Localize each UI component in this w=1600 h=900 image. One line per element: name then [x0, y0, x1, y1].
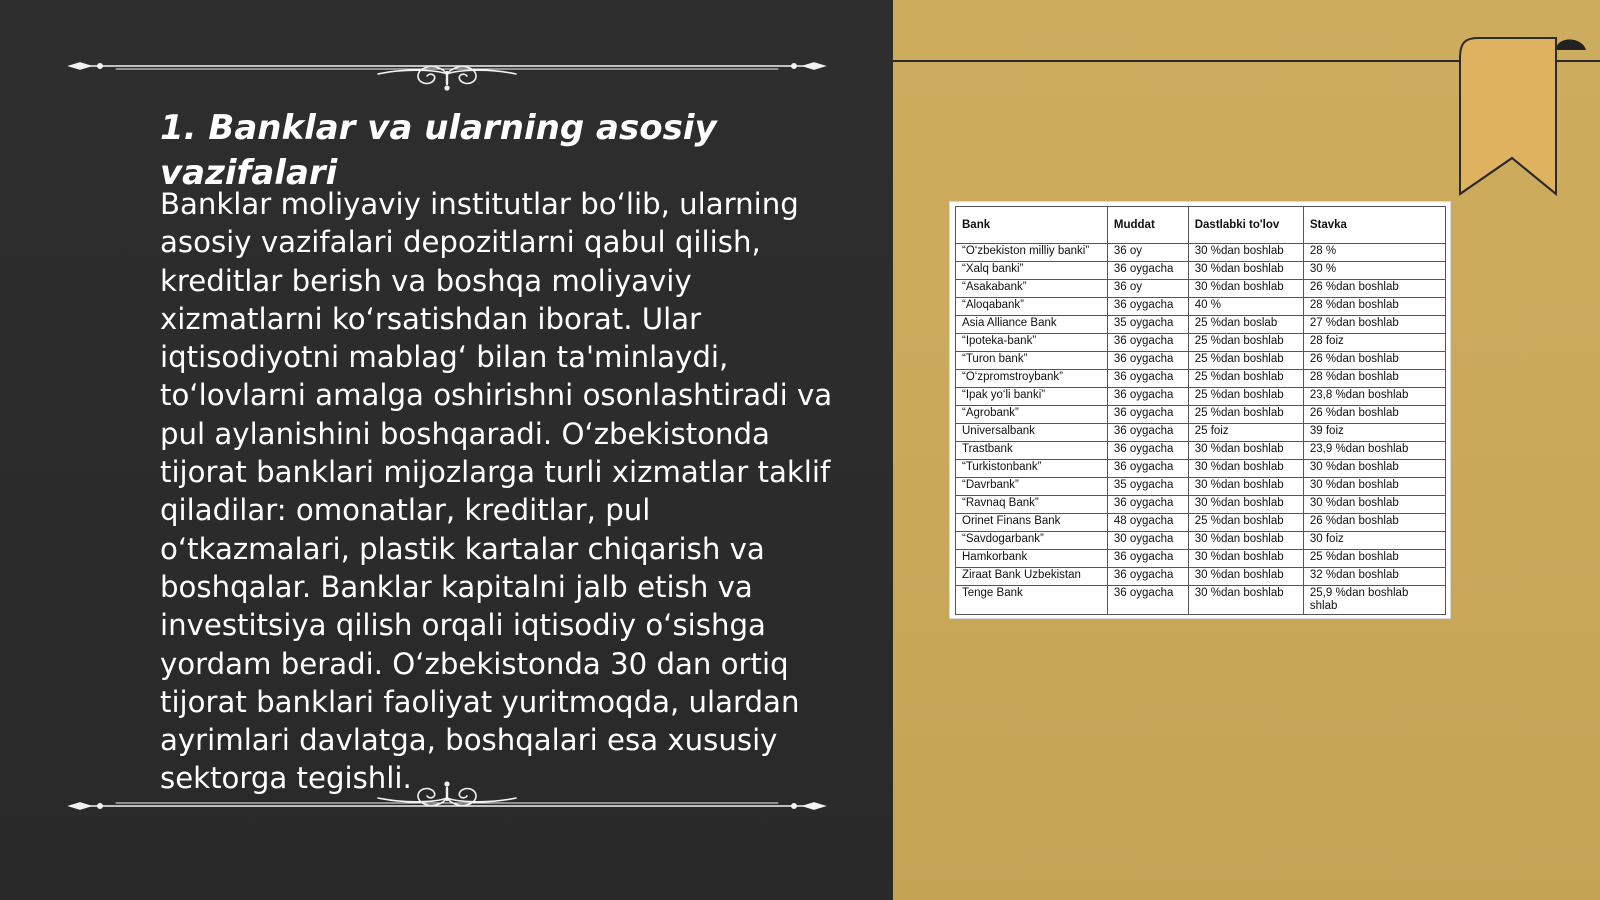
bank-cell: “O‘zbekiston milliy banki” — [956, 244, 1108, 262]
rate-cell: 30 % — [1303, 262, 1445, 280]
down-payment-cell: 30 %dan boshlab — [1188, 280, 1303, 298]
table-row — [956, 550, 1446, 568]
bank-cell: “O‘zpromstroybank” — [956, 370, 1108, 388]
down-payment-cell: 30 %dan boshlab — [1188, 262, 1303, 280]
down-payment-cell: 25 %dan boshlab — [1188, 388, 1303, 406]
bank-cell: Ziraat Bank Uzbekistan — [956, 568, 1108, 586]
bank-cell: “Ipoteka-bank” — [956, 334, 1108, 352]
rate-cell: 26 %dan boshlab — [1303, 514, 1445, 532]
down-payment-cell: 25 %dan boshlab — [1188, 370, 1303, 388]
term-cell: 35 oygacha — [1107, 478, 1188, 496]
table-row — [956, 298, 1446, 316]
rate-cell: 26 %dan boshlab — [1303, 280, 1445, 298]
ornamental-divider-bottom-icon — [66, 776, 828, 826]
rate-cell: 23,8 %dan boshlab — [1303, 388, 1445, 406]
bank-cell: “Agrobank” — [956, 406, 1108, 424]
loan-rates-table-card — [950, 202, 1450, 618]
column-header-rate: Stavka — [1303, 207, 1445, 244]
rate-cell: 25,9 %dan boshlab shlab — [1303, 586, 1445, 615]
term-cell: 35 oygacha — [1107, 316, 1188, 334]
rate-cell: 32 %dan boshlab — [1303, 568, 1445, 586]
term-cell: 36 oygacha — [1107, 334, 1188, 352]
table-row — [956, 352, 1446, 370]
bank-cell: “Xalq banki” — [956, 262, 1108, 280]
rate-cell: 39 foiz — [1303, 424, 1445, 442]
down-payment-cell: 25 %dan boshlab — [1188, 406, 1303, 424]
table-row — [956, 334, 1446, 352]
table-row — [956, 370, 1446, 388]
bank-cell: Tenge Bank — [956, 586, 1108, 615]
term-cell: 36 oygacha — [1107, 442, 1188, 460]
slide-title: 1. Banklar va ularning asosiy vazifalari — [160, 108, 717, 193]
rate-cell: 26 %dan boshlab — [1303, 352, 1445, 370]
table-row — [956, 244, 1446, 262]
table-row — [956, 514, 1446, 532]
term-cell: 36 oygacha — [1107, 568, 1188, 586]
term-cell: 36 oygacha — [1107, 496, 1188, 514]
table-row — [956, 442, 1446, 460]
bank-cell: “Ipak yo‘li banki” — [956, 388, 1108, 406]
table-row — [956, 388, 1446, 406]
bank-cell: Trastbank — [956, 442, 1108, 460]
term-cell: 48 oygacha — [1107, 514, 1188, 532]
down-payment-cell: 25 %dan boslab — [1188, 316, 1303, 334]
rate-cell: 28 % — [1303, 244, 1445, 262]
loan-rates-table — [955, 206, 1446, 615]
down-payment-cell: 40 % — [1188, 298, 1303, 316]
rate-cell: 25 %dan boshlab — [1303, 550, 1445, 568]
rate-cell: 28 foiz — [1303, 334, 1445, 352]
down-payment-cell: 30 %dan boshlab — [1188, 586, 1303, 615]
term-cell: 36 oygacha — [1107, 550, 1188, 568]
bank-cell: “Davrbank” — [956, 478, 1108, 496]
rate-cell: 28 %dan boshlab — [1303, 370, 1445, 388]
table-row — [956, 316, 1446, 334]
term-cell: 36 oygacha — [1107, 460, 1188, 478]
down-payment-cell: 30 %dan boshlab — [1188, 442, 1303, 460]
down-payment-cell: 30 %dan boshlab — [1188, 568, 1303, 586]
bank-cell: “Savdogarbank” — [956, 532, 1108, 550]
column-header-down-payment: Dastlabki to'lov — [1188, 207, 1303, 244]
down-payment-cell: 30 %dan boshlab — [1188, 532, 1303, 550]
down-payment-cell: 30 %dan boshlab — [1188, 460, 1303, 478]
down-payment-cell: 30 %dan boshlab — [1188, 496, 1303, 514]
table-row — [956, 424, 1446, 442]
rate-cell: 27 %dan boshlab — [1303, 316, 1445, 334]
down-payment-cell: 25 %dan boshlab — [1188, 514, 1303, 532]
table-row — [956, 262, 1446, 280]
ornamental-divider-top-icon — [66, 44, 828, 94]
down-payment-cell: 25 %dan boshlab — [1188, 334, 1303, 352]
rate-cell: 30 %dan boshlab — [1303, 460, 1445, 478]
bank-cell: “Turon bank” — [956, 352, 1108, 370]
table-row — [956, 478, 1446, 496]
table-row — [956, 586, 1446, 615]
term-cell: 36 oy — [1107, 244, 1188, 262]
column-header-bank: Bank — [956, 207, 1108, 244]
term-cell: 36 oygacha — [1107, 262, 1188, 280]
column-header-term: Muddat — [1107, 207, 1188, 244]
down-payment-cell: 30 %dan boshlab — [1188, 244, 1303, 262]
rate-cell: 26 %dan boshlab — [1303, 406, 1445, 424]
table-row — [956, 568, 1446, 586]
down-payment-cell: 25 foiz — [1188, 424, 1303, 442]
bookmark-ribbon-icon — [1432, 34, 1600, 204]
bank-cell: “Turkistonbank” — [956, 460, 1108, 478]
term-cell: 36 oygacha — [1107, 388, 1188, 406]
slide-body-text: Banklar moliyaviy institutlar bo‘lib, ularning asosiy vazifalari depozitlarni qabul qilish, kreditlar berish va boshqa moliyaviy xizmatlarni ko‘rsatishdan iborat. Ular iqtisodiyotni mablag‘ bilan ta'minlaydi, to‘lovlarni amalga oshirishni osonlashtiradi va pul aylanishini boshqaradi. O‘zbekistonda tijorat banklari mijozlarga turli xizmatlar taklif qiladilar: omonatlar, kreditlar, pul o‘tkazmalari, plastik kartalar chiqarish va boshqalar. Banklar kapitalni jalb etish va investitsiya qilish orqali iqtisodiy o‘sishga yordam beradi. O‘zbekistonda 30 dan ortiq tijorat banklari faoliyat yuritmoqda, ulardan ayrimlari davlatga, boshqalari esa xususiy sektorga tegishli. — [160, 187, 833, 796]
table-row — [956, 460, 1446, 478]
table-row — [956, 532, 1446, 550]
table-row — [956, 496, 1446, 514]
table-row — [956, 280, 1446, 298]
bank-cell: “Aloqabank” — [956, 298, 1108, 316]
term-cell: 30 oygacha — [1107, 532, 1188, 550]
bank-cell: Hamkorbank — [956, 550, 1108, 568]
term-cell: 36 oygacha — [1107, 352, 1188, 370]
rate-cell: 30 %dan boshlab — [1303, 478, 1445, 496]
bank-cell: “Asakabank” — [956, 280, 1108, 298]
rate-cell: 28 %dan boshlab — [1303, 298, 1445, 316]
term-cell: 36 oy — [1107, 280, 1188, 298]
table-header-row — [956, 207, 1446, 244]
bank-cell: “Ravnaq Bank” — [956, 496, 1108, 514]
bank-cell: Universalbank — [956, 424, 1108, 442]
down-payment-cell: 30 %dan boshlab — [1188, 550, 1303, 568]
term-cell: 36 oygacha — [1107, 586, 1188, 615]
table-body — [956, 244, 1446, 615]
term-cell: 36 oygacha — [1107, 424, 1188, 442]
rate-cell: 30 foiz — [1303, 532, 1445, 550]
term-cell: 36 oygacha — [1107, 406, 1188, 424]
down-payment-cell: 25 %dan boshlab — [1188, 352, 1303, 370]
rate-cell: 30 %dan boshlab — [1303, 496, 1445, 514]
rate-cell: 23,9 %dan boshlab — [1303, 442, 1445, 460]
bank-cell: Asia Alliance Bank — [956, 316, 1108, 334]
bank-cell: Orinet Finans Bank — [956, 514, 1108, 532]
term-cell: 36 oygacha — [1107, 298, 1188, 316]
table-row — [956, 406, 1446, 424]
term-cell: 36 oygacha — [1107, 370, 1188, 388]
down-payment-cell: 30 %dan boshlab — [1188, 478, 1303, 496]
